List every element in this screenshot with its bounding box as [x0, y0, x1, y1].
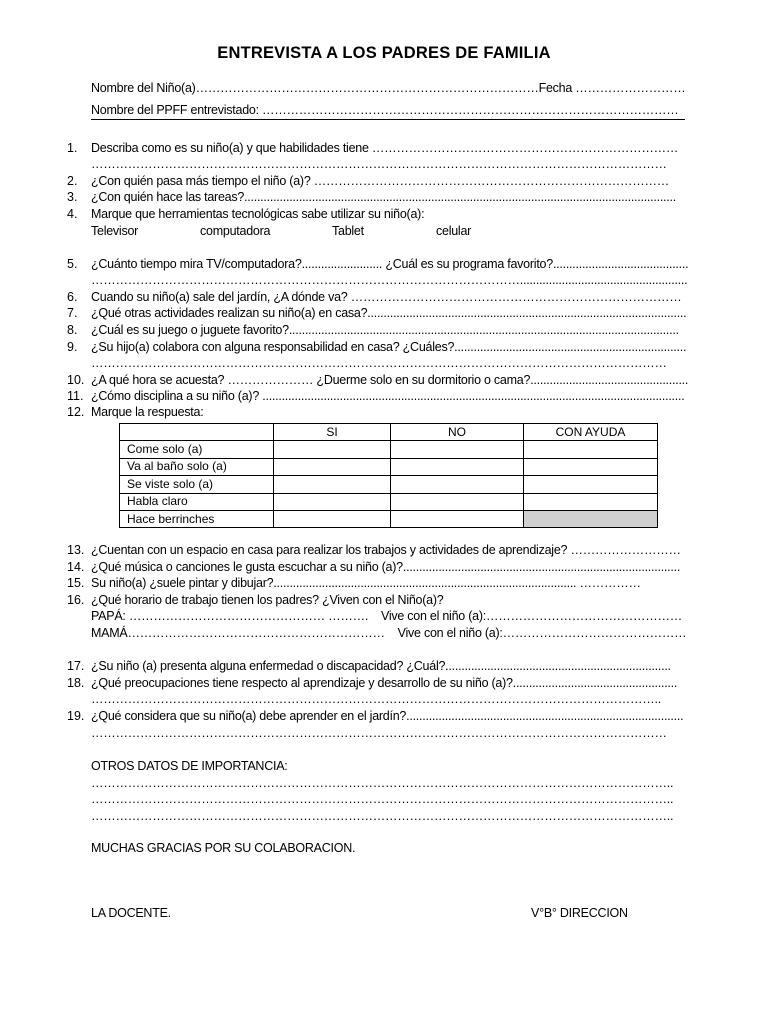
check-cell[interactable]	[274, 441, 391, 458]
question-5[interactable]: ¿Cuánto tiempo mira TV/computadora?......................... ¿Cuál es su programa favorito?..........................................	[91, 257, 689, 271]
question-number: 4.	[67, 207, 78, 221]
table-header-blank	[120, 424, 274, 441]
question-7[interactable]: ¿Qué otras actividades realizan su niño(a) en casa?...................................................................................................	[91, 306, 687, 320]
question-number: 8.	[67, 323, 78, 337]
question-6[interactable]: Cuando su niño(a) sale del jardín, ¿A dónde va? ………………………………………………………………………	[91, 290, 682, 304]
other-data-line[interactable]: ……………………………………………………………………………………………………………………………..	[91, 792, 674, 806]
check-cell[interactable]	[391, 510, 524, 527]
question-number: 18.	[67, 676, 85, 690]
question-14[interactable]: ¿Qué música o canciones le gusta escuchar a su niño (a)?......................................................................................	[91, 560, 681, 574]
question-8[interactable]: ¿Cuál es su juego o juguete favorito?.........................................................................................................................	[91, 323, 679, 337]
question-10[interactable]: ¿A qué hora se acuesta? ………………… ¿Duerme solo en su dormitorio o cama?.................................................	[91, 373, 689, 387]
question-9[interactable]: ¿Su hijo(a) colabora con alguna responsabilidad en casa? ¿Cuáles?........................................................................	[91, 340, 687, 354]
table-row	[120, 510, 658, 527]
question-2[interactable]: ¿Con quién pasa más tiempo el niño (a)? ……………………………………………………………………………	[91, 174, 670, 188]
question-1[interactable]: Describa como es su niño(a) y que habilidades tiene …………………………………………………………………	[91, 141, 679, 155]
check-cell[interactable]	[524, 458, 658, 475]
question-11[interactable]: ¿Cómo disciplina a su niño (a)? ...................................................................................................................................	[91, 389, 685, 403]
question-4: Marque que herramientas tecnológicas sabe utilizar su niño(a):	[91, 207, 425, 221]
mother-schedule-field[interactable]: MAMÁ……………………………………………………… Vive con el niño (a):………………………………………	[91, 626, 687, 640]
answer-line[interactable]: ……………………………………………………………………………………………………………………………	[91, 356, 667, 370]
question-number: 6.	[67, 290, 78, 304]
answer-line[interactable]: ……………………………………………………………………………………………………………………………	[91, 726, 667, 740]
father-schedule-field[interactable]: PAPÁ: ………………………………………… ………. Vive con el niño (a):…………………………………………	[91, 609, 682, 623]
question-number: 9.	[67, 340, 78, 354]
row-label: Come solo (a)	[120, 441, 274, 458]
check-cell[interactable]	[391, 493, 524, 510]
column-header-con-ayuda: CON AYUDA	[524, 424, 658, 441]
check-cell[interactable]	[274, 458, 391, 475]
table-row	[120, 476, 658, 493]
check-cell[interactable]	[391, 441, 524, 458]
child-name-date-field[interactable]: Nombre del Niño(a)…………………………………………………………………………Fecha ………………………	[91, 81, 686, 95]
question-18[interactable]: ¿Qué preocupaciones tiene respecto al aprendizaje y desarrollo de su niño (a)?...................................................	[91, 676, 678, 690]
check-cell[interactable]	[524, 441, 658, 458]
question-number: 11.	[67, 389, 84, 403]
question-number: 12.	[67, 405, 85, 419]
question-13[interactable]: ¿Cuentan con un espacio en casa para realizar los trabajos y actividades de aprendizaje? ………………………	[91, 543, 681, 557]
table-header-row	[120, 424, 658, 441]
header-divider	[91, 119, 685, 120]
other-data-label: OTROS DATOS DE IMPORTANCIA:	[91, 759, 288, 773]
other-data-line[interactable]: ……………………………………………………………………………………………………………………………..	[91, 776, 674, 790]
question-number: 19.	[67, 709, 85, 723]
question-15[interactable]: Su niño(a) ¿suele pintar y dibujar?.............................................................................................. ……………	[91, 576, 641, 590]
question-17[interactable]: ¿Su niño (a) presenta alguna enfermedad o discapacidad? ¿Cuál?......................................................................	[91, 659, 671, 673]
question-19[interactable]: ¿Qué considera que su niño(a) debe aprender en el jardín?......................................................................................	[91, 709, 684, 723]
tool-option-tablet[interactable]: Tablet	[332, 224, 364, 238]
question-number: 7.	[67, 306, 78, 320]
question-number: 17.	[67, 659, 85, 673]
tool-option-tv[interactable]: Televisor	[91, 224, 139, 238]
question-number: 10.	[67, 373, 85, 387]
answer-line[interactable]: ……………………………………………………………………………………………....................................................	[91, 273, 688, 287]
question-number: 14.	[67, 560, 85, 574]
teacher-signature-label: LA DOCENTE.	[91, 906, 171, 920]
answer-line[interactable]: …………………………………………………………………………………………………………………………..	[91, 692, 661, 706]
table-row	[120, 441, 658, 458]
row-label: Habla claro	[120, 493, 274, 510]
question-3[interactable]: ¿Con quién hace las tareas?......................................................................................................................................	[91, 190, 676, 204]
answer-line[interactable]: ……………………………………………………………………………………………………………………………	[91, 157, 667, 171]
tool-option-phone[interactable]: celular	[436, 224, 472, 238]
question-number: 1.	[67, 141, 78, 155]
question-number: 5.	[67, 257, 78, 271]
row-label: Hace berrinches	[120, 510, 274, 527]
table-row	[120, 458, 658, 475]
check-cell[interactable]	[274, 510, 391, 527]
check-cell[interactable]	[524, 493, 658, 510]
thanks-text: MUCHAS GRACIAS POR SU COLABORACION.	[91, 841, 356, 855]
table-row	[120, 493, 658, 510]
question-12: Marque la respuesta:	[91, 405, 204, 419]
question-number: 15.	[67, 576, 85, 590]
other-data-line[interactable]: ……………………………………………………………………………………………………………………………..	[91, 809, 674, 823]
question-number: 2.	[67, 174, 78, 188]
check-cell[interactable]	[524, 476, 658, 493]
check-cell[interactable]	[391, 458, 524, 475]
parent-name-field[interactable]: Nombre del PPFF entrevistado: …………………………………………………………………………………………	[91, 103, 679, 117]
check-cell[interactable]	[274, 493, 391, 510]
column-header-si: SI	[274, 424, 391, 441]
row-label: Se viste solo (a)	[120, 476, 274, 493]
column-header-no: NO	[391, 424, 524, 441]
question-16: ¿Qué horario de trabajo tienen los padres? ¿Viven con el Niño(a)?	[91, 593, 444, 607]
row-label: Va al baño solo (a)	[120, 458, 274, 475]
check-cell[interactable]	[274, 476, 391, 493]
shaded-cell	[524, 510, 658, 527]
question-number: 13.	[67, 543, 85, 557]
tool-option-computer[interactable]: computadora	[200, 224, 271, 238]
director-signature-label: V°B° DIRECCION	[531, 906, 628, 920]
document-title: ENTREVISTA A LOS PADRES DE FAMILIA	[217, 44, 551, 62]
question-number: 3.	[67, 190, 78, 204]
question-number: 16.	[67, 593, 85, 607]
check-cell[interactable]	[391, 476, 524, 493]
skills-table	[119, 423, 658, 528]
